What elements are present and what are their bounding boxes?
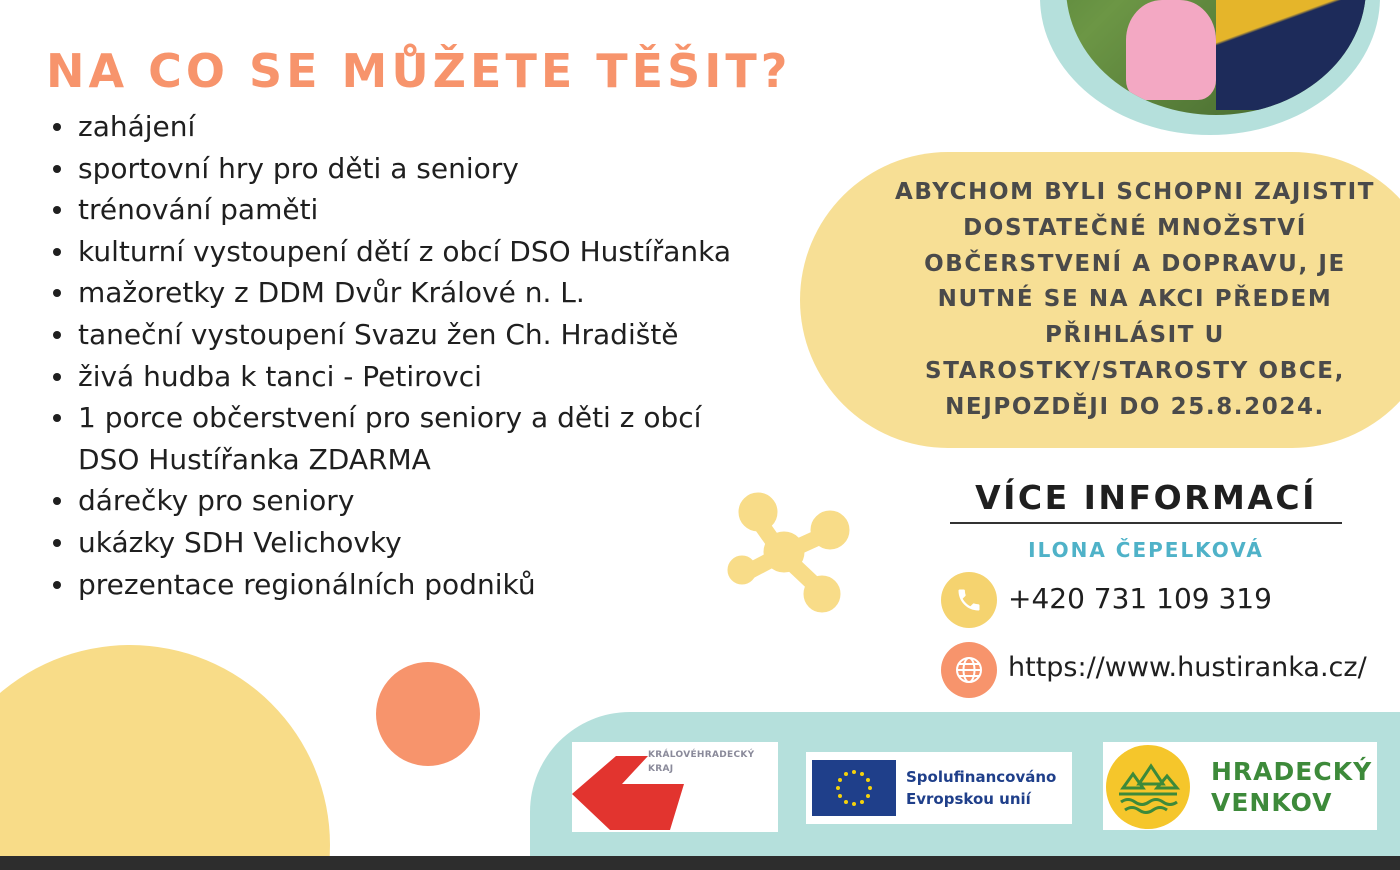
more-info-title: VÍCE INFORMACÍ	[975, 478, 1317, 517]
event-photo	[1040, 0, 1380, 135]
list-item: živá hudba k tanci - Petirovci	[50, 356, 810, 398]
logo-eu	[806, 752, 1072, 824]
contact-name: ILONA ČEPELKOVÁ	[1028, 538, 1264, 562]
list-item: trénování paměti	[50, 189, 810, 231]
list-item: ukázky SDH Velichovky	[50, 522, 810, 564]
venkov-logo-text: HRADECKÝ VENKOV	[1211, 757, 1373, 817]
phone-number[interactable]: +420 731 109 319	[1008, 582, 1272, 615]
phone-icon	[941, 572, 997, 628]
list-item: prezentace regionálních podniků	[50, 564, 810, 606]
list-item: taneční vystoupení Svazu žen Ch. Hradiště	[50, 314, 810, 356]
event-photo-image	[1066, 0, 1366, 115]
registration-notice: ABYCHOM BYLI SCHOPNI ZAJISTIT DOSTATEČNÉ MNOŽSTVÍ OBČERSTVENÍ A DOPRAVU, JE NUTNÉ SE NA AKCI PŘEDEM PŘIHLÁSIT U STAROSTKY/STAROSTY OBCE, NEJPOZDĚJI DO 25.8.2024.	[894, 179, 1376, 420]
list-item: dárečky pro seniory	[50, 480, 810, 522]
logo-hradecky-venkov	[1103, 742, 1377, 830]
list-item: kulturní vystoupení dětí z obcí DSO Hustířanka	[50, 231, 810, 273]
bottom-edge-bar	[0, 856, 1400, 870]
decorative-yellow-circle	[0, 645, 330, 870]
program-list	[50, 106, 810, 605]
hradecky-venkov-emblem-icon	[1105, 744, 1191, 830]
page-headline: NA CO SE MŮŽETE TĚŠIT?	[46, 44, 792, 98]
globe-icon	[941, 642, 997, 698]
eu-flag-icon	[812, 760, 896, 816]
logo-kralovehradecky-kraj	[572, 742, 778, 832]
decorative-orange-circle	[376, 662, 480, 766]
list-item: 1 porce občerstvení pro seniory a děti z obcí DSO Hustířanka ZDARMA	[50, 397, 770, 480]
kraj-logo-text: KRÁLOVÉHRADECKÝ KRAJ	[648, 750, 755, 774]
list-item: zahájení	[50, 106, 810, 148]
website-link[interactable]: https://www.hustiranka.cz/	[1008, 652, 1367, 683]
list-item: mažoretky z DDM Dvůr Králové n. L.	[50, 272, 810, 314]
list-item: sportovní hry pro děti a seniory	[50, 148, 810, 190]
eu-logo-text: Spolufinancováno Evropskou unií	[906, 768, 1057, 808]
more-info-divider	[950, 522, 1342, 524]
